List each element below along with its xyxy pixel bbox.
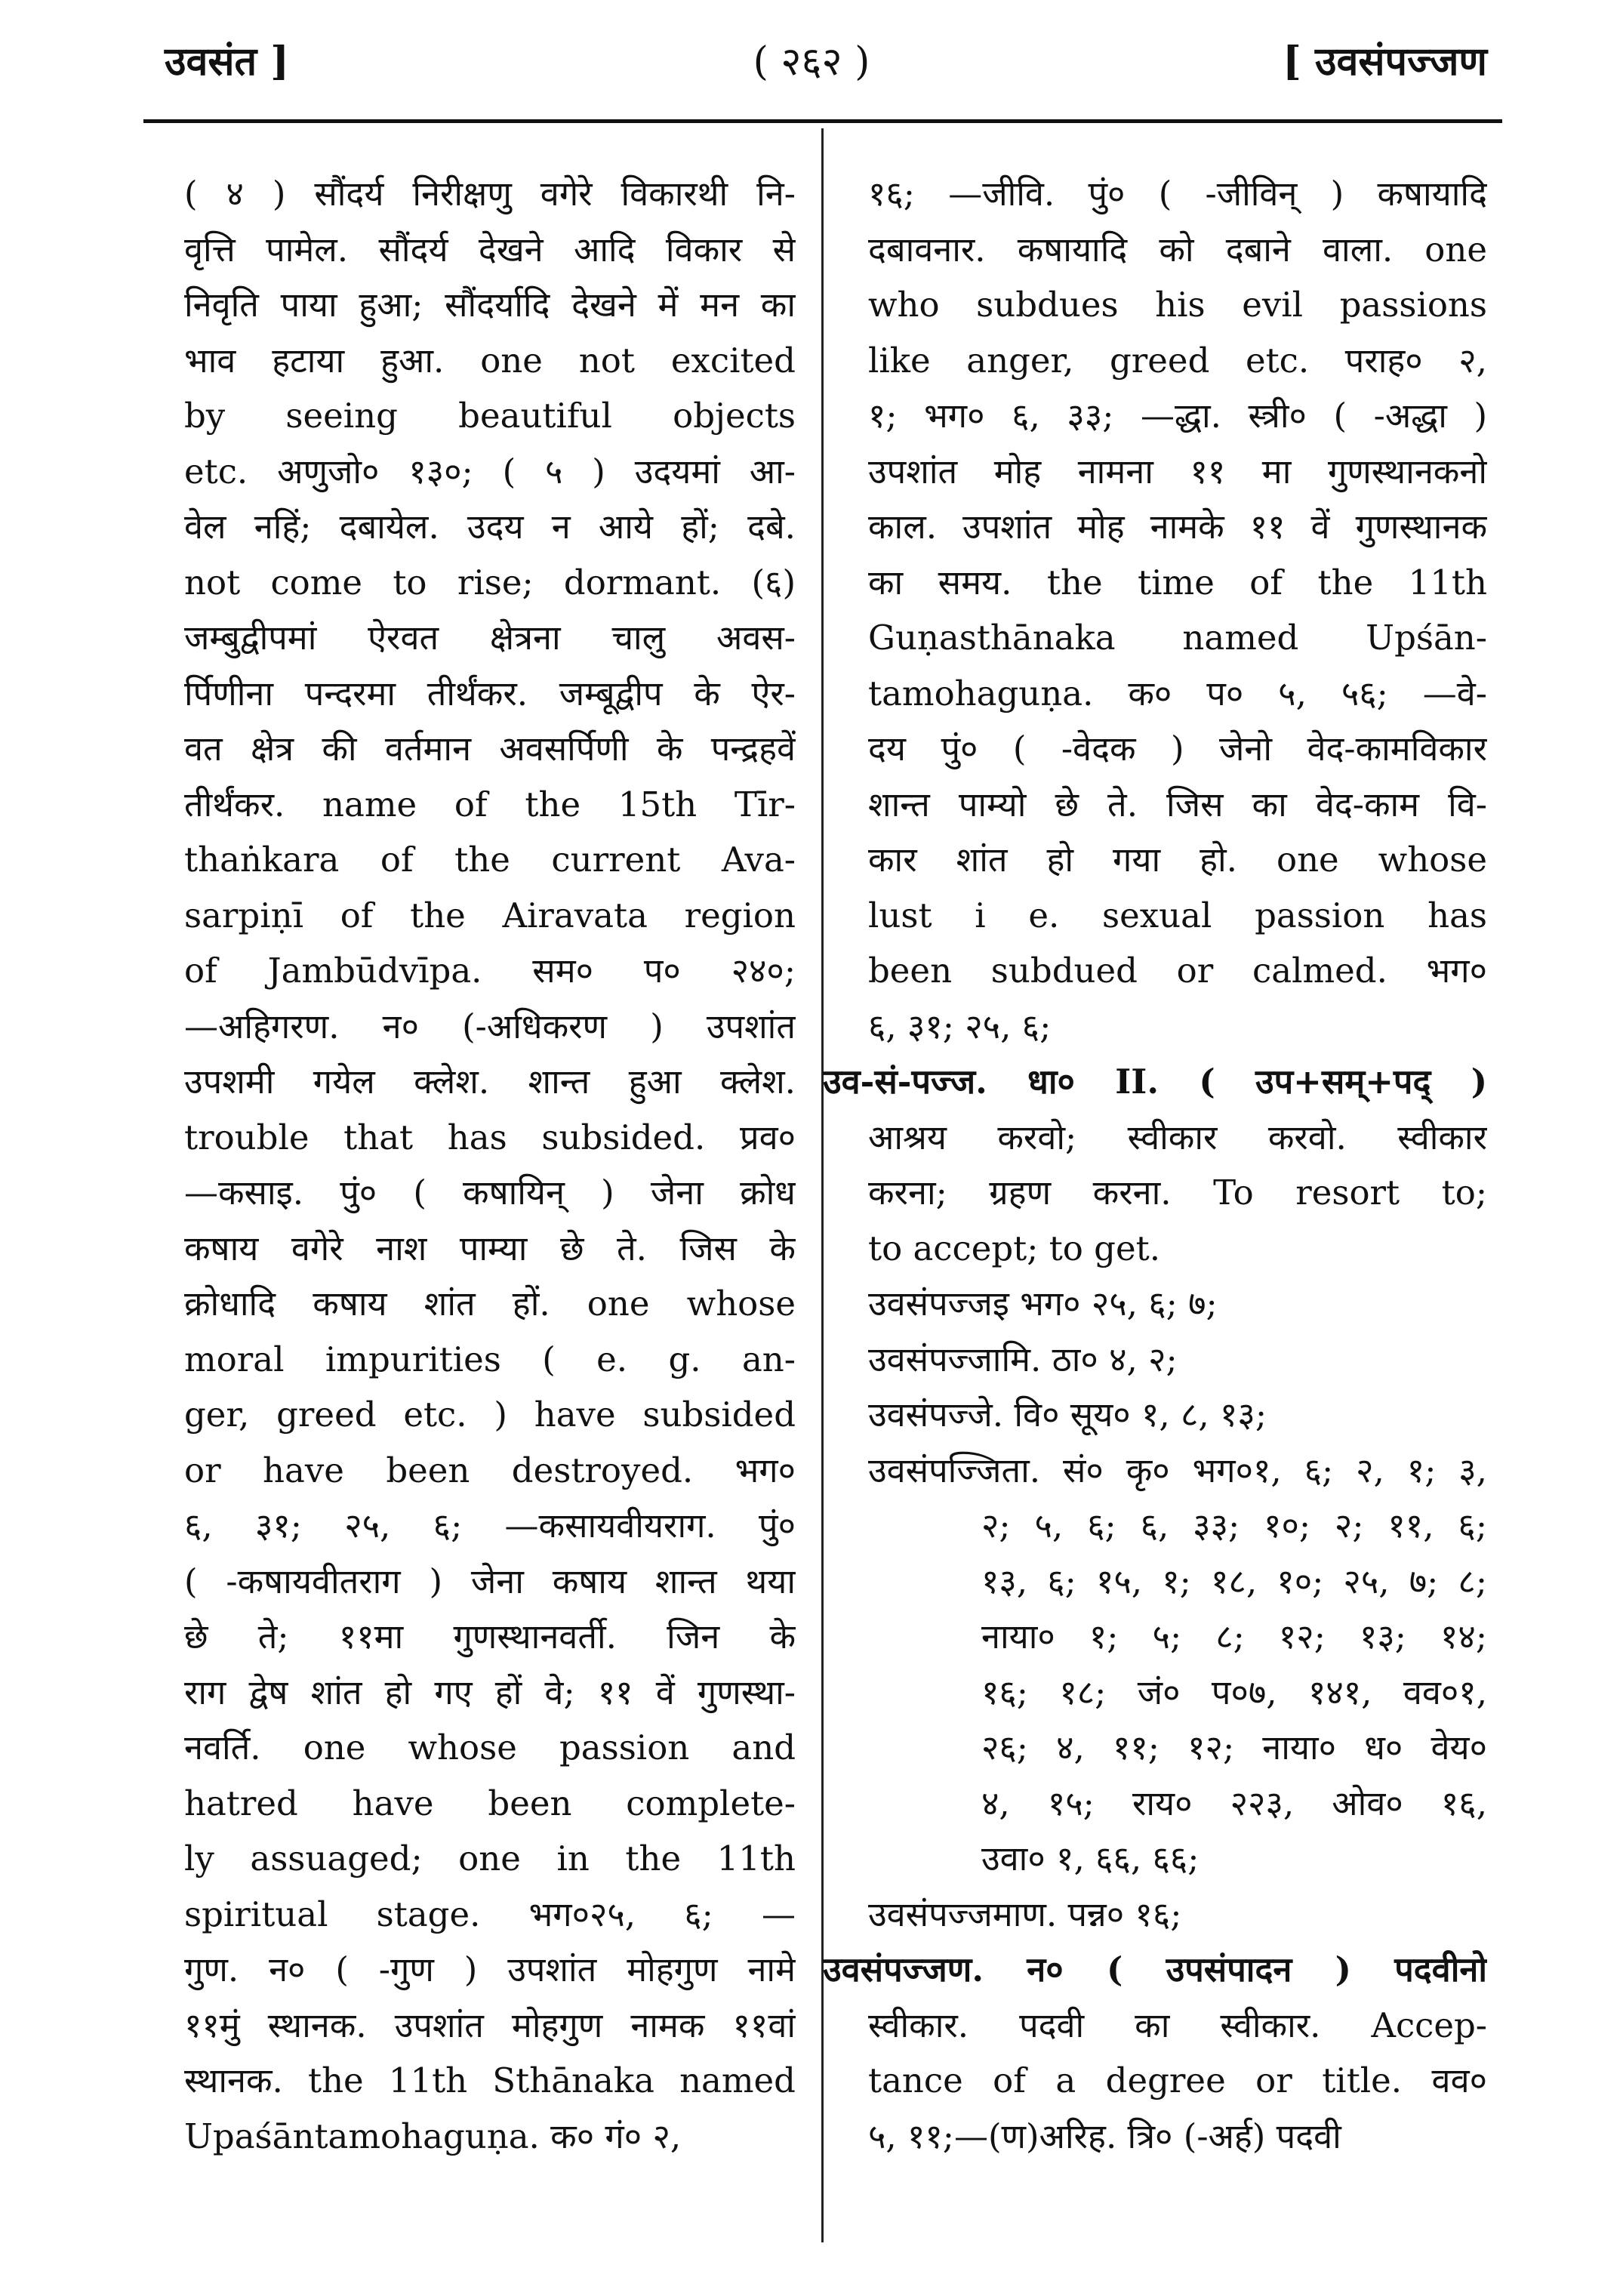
text-line: कषाय वगेरे नाश पाम्या छे ते. जिस के xyxy=(184,1228,796,1268)
text-line: आश्रय करवो; स्वीकार करवो. स्वीकार xyxy=(868,1117,1487,1157)
text-line: Guṇasthānaka named Upśān- xyxy=(868,618,1487,658)
text-line: १३, ६; १५, १; १८, १०; २५, ७; ८; xyxy=(981,1561,1487,1601)
text-line: ६, ३१; २५, ६; —कसायवीयराग. पुं० xyxy=(184,1505,796,1546)
text-line: ११मुं स्थानक. उपशांत मोहगुण नामक ११वां xyxy=(184,2005,796,2045)
text-line: of Jambūdvīpa. सम० प० २४०; xyxy=(184,951,796,991)
text-line: tamohaguṇa. क० प० ५, ५६; —वे- xyxy=(868,673,1487,713)
text-line: दबावनार. कषायादि को दबाने वाला. one xyxy=(868,229,1487,270)
text-line: १; भग० ६, ३३; —द्धा. स्त्री० ( -अद्धा ) xyxy=(868,396,1487,436)
text-line: sarpiṇī of the Airavata region xyxy=(184,895,796,935)
text-line: spiritual stage. भग०२५, ६; — xyxy=(184,1894,796,1934)
text-line: २६; ४, ११; १२; नाया० ध० वेय० xyxy=(981,1727,1487,1767)
text-line: उपशांत मोह नामना ११ मा गुणस्थानकनो xyxy=(868,451,1487,492)
text-line: ५, ११;—(ण)अरिह. त्रि० (-अर्ह) पदवी xyxy=(868,2116,1341,2156)
text-line: or have been destroyed. भग० xyxy=(184,1450,796,1490)
text-line: to accept; to get. xyxy=(868,1228,1161,1268)
text-line: २; ५, ६; ६, ३३; १०; २; ११, ६; xyxy=(981,1505,1487,1546)
text-line: शान्त पाम्यो छे ते. जिस का वेद-काम वि- xyxy=(868,784,1487,824)
text-line: वत क्षेत्र की वर्तमान अवसर्पिणी के पन्द्रहवें xyxy=(184,729,796,769)
text-line: ६, ३१; २५, ६; xyxy=(868,1006,1052,1046)
header-right-guide-word: [ उवसंपज्जण xyxy=(1283,39,1487,85)
text-line: काल. उपशांत मोह नामके ११ वें गुणस्थानक xyxy=(868,507,1487,547)
text-line: moral impurities ( e. g. an- xyxy=(184,1339,796,1379)
text-line: नवर्ति. one whose passion and xyxy=(184,1727,796,1767)
text-line: भाव हटाया हुआ. one not excited xyxy=(184,340,796,381)
form-line: उवसंपज्जइ भग० २५, ६; ७; xyxy=(868,1284,1218,1324)
form-line: उवसंपज्जामि. ठा० ४, २; xyxy=(868,1339,1178,1379)
text-line: been subdued or calmed. भग० xyxy=(868,951,1487,991)
text-line: दय पुं० ( -वेदक ) जेनो वेद-कामविकार xyxy=(868,729,1487,769)
text-line: जम्बुद्वीपमां ऐरवत क्षेत्रना चालु अवस- xyxy=(184,618,796,658)
text-line: वेल नहिं; दबायेल. उदय न आये हों; दबे. xyxy=(184,507,796,547)
headword-line: उव-सं-पज्ज. धा० II. ( उप+सम्+पद् ) xyxy=(823,1062,1487,1102)
header-rule xyxy=(143,119,1502,123)
text-line: क्रोधादि कषाय शांत हों. one whose xyxy=(184,1284,796,1324)
text-line: कार शांत हो गया हो. one whose xyxy=(868,840,1487,880)
text-line: not come to rise; dormant. (६) xyxy=(184,562,796,603)
text-line: तीर्थंकर. name of the 15th Tīr- xyxy=(184,784,796,824)
text-line: —कसाइ. पुं० ( कषायिन् ) जेना क्रोध xyxy=(184,1173,796,1213)
text-line: १६; —जीवि. पुं० ( -जीविन् ) कषायादि xyxy=(868,174,1487,214)
text-line: tance of a degree or title. वव० xyxy=(868,2060,1487,2100)
text-line: by seeing beautiful objects xyxy=(184,396,796,436)
left-column xyxy=(184,166,796,2164)
text-line: करना; ग्रहण करना. To resort to; xyxy=(868,1173,1487,1213)
text-line: नाया० १; ५; ८; १२; १३; १४; xyxy=(981,1616,1487,1657)
text-line: स्वीकार. पदवी का स्वीकार. Accep- xyxy=(868,2005,1487,2045)
text-line: who subdues his evil passions xyxy=(868,285,1487,325)
header-left-guide-word: उवसंत ] xyxy=(165,39,289,85)
text-line: का समय. the time of the 11th xyxy=(868,562,1487,603)
text-line: hatred have been complete- xyxy=(184,1783,796,1823)
text-line: छे ते; ११मा गुणस्थानवर्ती. जिन के xyxy=(184,1616,796,1657)
text-line: ( -कषायवीतराग ) जेना कषाय शान्त थया xyxy=(184,1561,796,1601)
text-line: trouble that has subsided. प्रव० xyxy=(184,1117,796,1157)
text-line: स्थानक. the 11th Sthānaka named xyxy=(184,2060,796,2100)
text-line: lust i e. sexual passion has xyxy=(868,895,1487,935)
text-line: ly assuaged; one in the 11th xyxy=(184,1838,796,1878)
page-number: ( २६२ ) xyxy=(753,39,870,85)
text-line: गुण. न० ( -गुण ) उपशांत मोहगुण नामे xyxy=(184,1949,796,1989)
text-line: उवा० १, ६६, ६६; xyxy=(981,1838,1200,1878)
text-line: उपशमी गयेल क्लेश. शान्त हुआ क्लेश. xyxy=(184,1062,796,1102)
text-line: ger, greed etc. ) have subsided xyxy=(184,1395,796,1435)
page-header xyxy=(0,0,1623,121)
form-line: उवसंपज्जिता. सं० कृ० भग०१, ६; २, १; ३, xyxy=(868,1450,1487,1490)
text-line: Upaśāntamohaguṇa. क० गं० २, xyxy=(184,2116,682,2156)
text-line: like anger, greed etc. पराह० २, xyxy=(868,340,1487,381)
right-column xyxy=(823,166,1487,2164)
text-line: राग द्वेष शांत हो गए हों वे; ११ वें गुणस्था- xyxy=(184,1672,796,1712)
form-line: उवसंपज्जमाण. पन्न० १६; xyxy=(868,1894,1182,1934)
form-line: उवसंपज्जे. वि० सूय० १, ८, १३; xyxy=(868,1395,1267,1435)
text-line: —अहिगरण. न० (-अधिकरण ) उपशांत xyxy=(184,1006,796,1046)
text-line: thaṅkara of the current Ava- xyxy=(184,840,796,880)
text-line: निवृति पाया हुआ; सौंदर्यादि देखने में मन का xyxy=(184,285,796,325)
text-line: etc. अणुजो० १३०; ( ५ ) उदयमां आ- xyxy=(184,451,796,492)
text-line: वृत्ति पामेल. सौंदर्य देखने आदि विकार से xyxy=(184,229,796,270)
text-line: ( ४ ) सौंदर्य निरीक्षणु वगेरे विकारथी नि- xyxy=(184,174,796,214)
text-line: र्पिणीना पन्दरमा तीर्थंकर. जम्बूद्वीप के ऐर- xyxy=(184,673,796,713)
text-line: १६; १८; जं० प०७, १४१, वव०१, xyxy=(981,1672,1487,1712)
headword-line: उवसंपज्जण. न० ( उपसंपादन ) पदवीनो xyxy=(823,1949,1487,1989)
text-line: ४, १५; राय० २२३, ओव० १६, xyxy=(981,1783,1487,1823)
